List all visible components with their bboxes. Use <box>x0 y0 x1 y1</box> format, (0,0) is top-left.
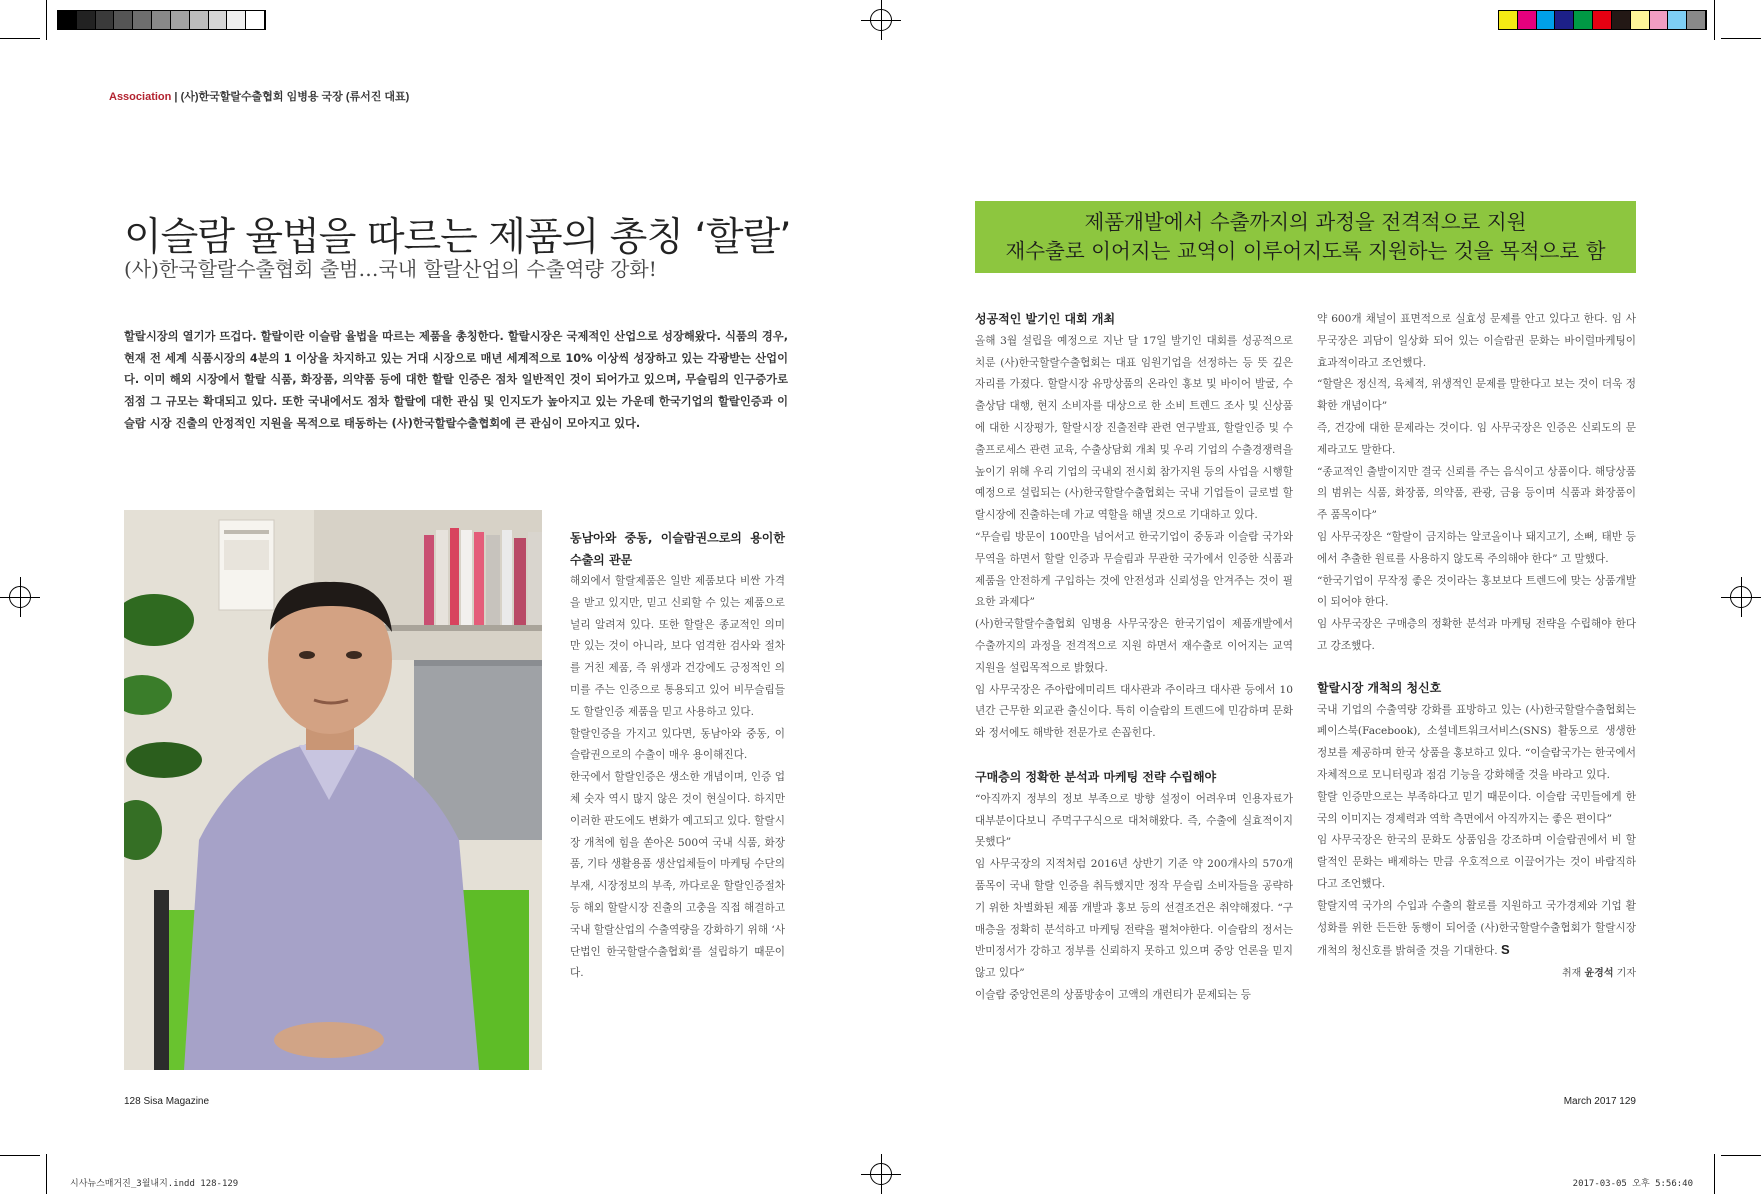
registration-mark <box>0 577 40 617</box>
gray-swatch <box>58 11 77 29</box>
banner-line: 제품개발에서 수출까지의 과정을 전격적으로 지원 <box>1084 210 1527 234</box>
color-swatch <box>1574 11 1593 29</box>
paragraph: 임 사무국장은 구매층의 정확한 분석과 마케팅 전략을 수립해야 한다고 강조했다. <box>1317 618 1636 652</box>
color-swatch <box>1499 11 1518 29</box>
color-swatch <box>1612 11 1631 29</box>
paragraph: 할랄 인증만으로는 부족하다고 믿기 때문이다. 이슬람 국민들에게 한국의 이미지는 경제력과 역학 측면에서 아직까지는 좋은 편이다” <box>1317 790 1636 825</box>
paragraph-text: 할랄지역 국가의 수입과 수출의 활로를 지원하고 국가경제와 기업 활성화를 위한 든든한 동행이 되어줄 (사)한국할랄수출협회가 할랄시장 개척의 청신호를 밝혀줄 것을 기대한다. <box>1317 899 1636 958</box>
subheading: 동남아와 중동, 이슬람권으로의 용이한 수출의 관문 <box>570 531 785 567</box>
crop-mark <box>46 1154 47 1194</box>
interview-photo <box>124 510 542 1070</box>
section-label: Association <box>109 91 172 103</box>
article-subtitle: (사)한국할랄수출협회 출범…국내 할랄산업의 수출역량 강화! <box>124 257 657 281</box>
subheading: 구매층의 정확한 분석과 마케팅 전략 수립해야 <box>975 769 1217 784</box>
paragraph: 임 사무국장은 “할랄이 금지하는 알코올이나 돼지고기, 소뼈, 태반 등에서 추출한 원료를 사용하지 않도록 주의해야 한다” 고 말했다. <box>1317 530 1636 565</box>
paragraph <box>1317 896 1636 963</box>
color-calibration-bar <box>1498 10 1707 30</box>
gray-calibration-bar <box>57 10 266 30</box>
gray-swatch <box>152 11 171 29</box>
gray-swatch <box>246 11 265 29</box>
paragraph: 올해 3월 설립을 예정으로 지난 달 17일 발기인 대회를 성공적으로 치룬 (사)한국할랄수출협회는 대표 임원기업을 선정하는 등 뜻 깊은 자리를 가졌다. 할랄시장 유망상품의 온라인 홍보 및 바이어 발굴, 수출상담 대행, 현지 소비자를 대상으로 한 소비 트렌드 조사 및 신상품에 대한 시장평가, 할랄시장 진출전략 관련 연구발표, 할랄인증 및 수출프로세스 관련 교육, 수출상담회 개최 및 우리 기업의 수출경쟁력을 높이기 위해 우리 기업의 국내외 전시회 참가지원 등의 사업을 시행할 예정으로 설립되는 (사)한국할랄수출협회는 국내 기업들이 글로벌 할랄시장에 진출하는데 가교 역할을 해낼 것으로 기대하고 있다. <box>975 334 1293 522</box>
gray-swatch <box>96 11 115 29</box>
color-swatch <box>1668 11 1687 29</box>
crop-mark <box>0 38 40 39</box>
article-column-2 <box>975 309 1293 1007</box>
paragraph: “종교적인 출발이지만 결국 신뢰를 주는 음식이고 상품이다. 해당상품의 범위는 식품, 화장품, 의약품, 관광, 금융 등이며 식품과 화장품이 주 품목이다” <box>1317 465 1636 522</box>
registration-mark <box>861 1154 901 1194</box>
lead-paragraph: 할랄시장의 열기가 뜨겁다. 할랄이란 이슬람 율법을 따르는 제품을 총칭한다. 할랄시장은 국제적인 산업으로 성장해왔다. 식품의 경우, 현재 전 세계 식품시장의 4분의 1 이상을 차지하고 있는 거대 시장으로 매년 세계적으로 10% 이상씩 성장하고 있는 각광받는 산업이다. 이미 해외 시장에서 할랄 식품, 화장품, 의약품 등에 대한 할랄 인증은 점차 일반적인 것이 되어가고 있으며, 무슬림의 인구증가로 점점 그 규모는 확대되고 있다. 또한 국내에서도 점차 할랄에 대한 관심 및 인지도가 높아지고 있는 가운데 한국기업의 할랄인증과 이슬람 시장 진출의 안정적인 지원을 목적으로 태동하는 (사)한국할랄수출협회에 큰 관심이 모아지고 있다. <box>124 330 788 430</box>
crop-mark <box>0 1155 40 1156</box>
registration-mark <box>1721 577 1761 617</box>
paragraph: 임 사무국장의 지적처럼 2016년 상반기 기준 약 200개사의 570개 품목이 국내 할랄 인증을 취득했지만 정작 무슬림 소비자들을 공략하기 위한 차별화된 제품 개발과 홍보 등의 선결조건은 취약해졌다. “구매층을 정확히 분석하고 마케팅 전략을 펼쳐야한다. 이슬람의 정서는 반미정서가 강하고 정부를 신뢰하지 못하고 있으며 중앙 언론을 믿지 않고 있다” <box>975 858 1293 980</box>
crop-mark <box>1714 0 1715 40</box>
highlight-banner <box>975 201 1636 273</box>
color-swatch <box>1555 11 1574 29</box>
byline-name: 윤경석 <box>1584 968 1614 980</box>
paragraph: 임 사무국장은 주아랍에미리트 대사관과 주이라크 대사관 등에서 10년간 근무한 외교관 출신이다. 특히 이슬람의 트렌드에 민감하며 문화와 정서에도 해박한 전문가로 손꼽힌다. <box>975 683 1293 740</box>
end-mark-icon: S <box>1500 942 1510 958</box>
color-swatch <box>1518 11 1537 29</box>
gray-swatch <box>227 11 246 29</box>
paragraph: (사)한국할랄수출협회 임병용 사무국장은 한국기업이 제품개발에서 수출까지의 과정을 전격적으로 지원 하면서 재수출로 이어지는 교역 지원을 설립목적으로 밝혔다. <box>975 618 1293 674</box>
registration-mark <box>861 0 901 40</box>
paragraph: 국내 기업의 수출역량 강화를 표방하고 있는 (사)한국할랄수출협회는 페이스북(Facebook), 소셜네트워크서비스(SNS) 활동으로 생생한 정보를 제공하며 한국 상품을 홍보하고 있다. “이슬람국가는 한국에서 자체적으로 모니터링과 점검 기능을 강화해줄 것을 바라고 있다. <box>1317 703 1636 781</box>
crop-mark <box>1721 1155 1761 1156</box>
article-title: 이슬람 율법을 따르는 제품의 총칭 ‘할랄’ <box>124 215 791 260</box>
color-swatch <box>1537 11 1556 29</box>
header-separator: | <box>171 91 181 103</box>
gray-swatch <box>190 11 209 29</box>
paragraph: 할랄인증을 가지고 있다면, 동남아와 중동, 이슬람권으로의 수출이 매우 용이해진다. <box>570 727 785 762</box>
gray-swatch <box>209 11 228 29</box>
page-folio-right: March 2017 129 <box>1563 1096 1636 1107</box>
paragraph: “무슬림 방문이 100만을 넘어서고 한국기업이 중동과 이슬람 국가와 무역을 하면서 할랄 인증과 무슬림과 무관한 국가에서 인증한 식품과 제품을 안전하게 구입하는 것에 안전성과 신뢰성을 안겨주는 것이 필요한 과제다” <box>975 530 1293 609</box>
section-header <box>109 88 409 104</box>
page-folio-left: 128 Sisa Magazine <box>124 1096 210 1107</box>
gray-swatch <box>133 11 152 29</box>
paragraph: 즉, 건강에 대한 문제라는 것이다. 임 사무국장은 인증은 신뢰도의 문제라고도 말한다. <box>1317 421 1636 456</box>
paragraph: 해외에서 할랄제품은 일반 제품보다 비싼 가격을 받고 있지만, 믿고 신뢰할 수 있는 제품으로 널리 알려져 있다. 또한 할랄은 종교적인 의미만 있는 것이 아니라, 보다 엄격한 검사와 절차를 거친 제품, 즉 위생과 건강에도 긍정적인 의미를 주는 인증으로 통용되고 있어 비무슬림들도 할랄인증 제품을 믿고 사용하고 있다. <box>570 575 785 718</box>
paragraph: “한국기업이 무작정 좋은 것이라는 홍보보다 트렌드에 맞는 상품개발이 되어야 한다. <box>1317 574 1636 609</box>
article-column-1 <box>570 527 785 985</box>
byline <box>1317 963 1636 985</box>
paragraph: “할랄은 정신적, 육체적, 위생적인 문제를 말한다고 보는 것이 더욱 정확한 개념이다” <box>1317 378 1636 413</box>
color-swatch <box>1631 11 1650 29</box>
crop-mark <box>1721 38 1761 39</box>
header-subject: (사)한국할랄수출협회 임병용 국장 (류서진 대표) <box>180 91 410 103</box>
paragraph: 약 600개 채널이 표면적으로 실효성 문제를 안고 있다고 한다. 임 사무국장은 괴담이 일상화 되어 있는 이슬람권 문화는 바이럴마케팅이 효과적이라고 조언했다. <box>1317 313 1636 369</box>
color-swatch <box>1650 11 1669 29</box>
article-column-3 <box>1317 309 1636 985</box>
color-swatch <box>1593 11 1612 29</box>
crop-mark <box>46 0 47 40</box>
banner-line: 재수출로 이어지는 교역이 이루어지도록 지원하는 것을 목적으로 함 <box>1005 239 1606 263</box>
subheading: 성공적인 발기인 대회 개최 <box>975 312 1116 326</box>
byline-prefix: 취재 <box>1562 968 1585 980</box>
paragraph: 한국에서 할랄인증은 생소한 개념이며, 인증 업체 숫자 역시 많지 않은 것이 현실이다. 하지만 이러한 판도에도 변화가 예고되고 있다. 할랄시장 개척에 힘을 쏟아온 500여 국내 식품, 화장품, 기타 생활용품 생산업체들이 마케팅 수단의 부재, 시장정보의 부족, 까다로운 할랄인증절차 등 해외 할랄시장 진출의 고충을 직접 해결하고 국내 할랄산업의 수출역량을 강화하기 위해 ‘사단법인 한국할랄수출협회’를 설립하기 때문이다. <box>570 771 785 980</box>
crop-mark <box>1714 1154 1715 1194</box>
byline-suffix: 기자 <box>1613 968 1636 980</box>
paragraph: 이슬람 중앙언론의 상품방송이 고액의 개런티가 문제되는 등 <box>975 988 1252 1001</box>
gray-swatch <box>77 11 96 29</box>
paragraph: “아직까지 정부의 정보 부족으로 방향 설정이 어려우며 인용자료가 대부분이다보니 주먹구구식으로 대처해왔다. 즉, 수출에 실효적이지 못했다” <box>975 792 1293 849</box>
slug-filename: 시사뉴스매거진_3월내지.indd 128-129 <box>70 1179 239 1189</box>
gray-swatch <box>114 11 133 29</box>
subheading: 할랄시장 개척의 청신호 <box>1317 680 1442 695</box>
color-swatch <box>1687 11 1706 29</box>
paragraph: 임 사무국장은 한국의 문화도 상품임을 강조하며 이슬람권에서 비 할랄적인 문화는 배제하는 만큼 우호적으로 이끌어가는 것이 바람직하다고 조언했다. <box>1317 834 1636 890</box>
gray-swatch <box>171 11 190 29</box>
slug-timestamp: 2017-03-05 오후 5:56:40 <box>1572 1179 1693 1189</box>
